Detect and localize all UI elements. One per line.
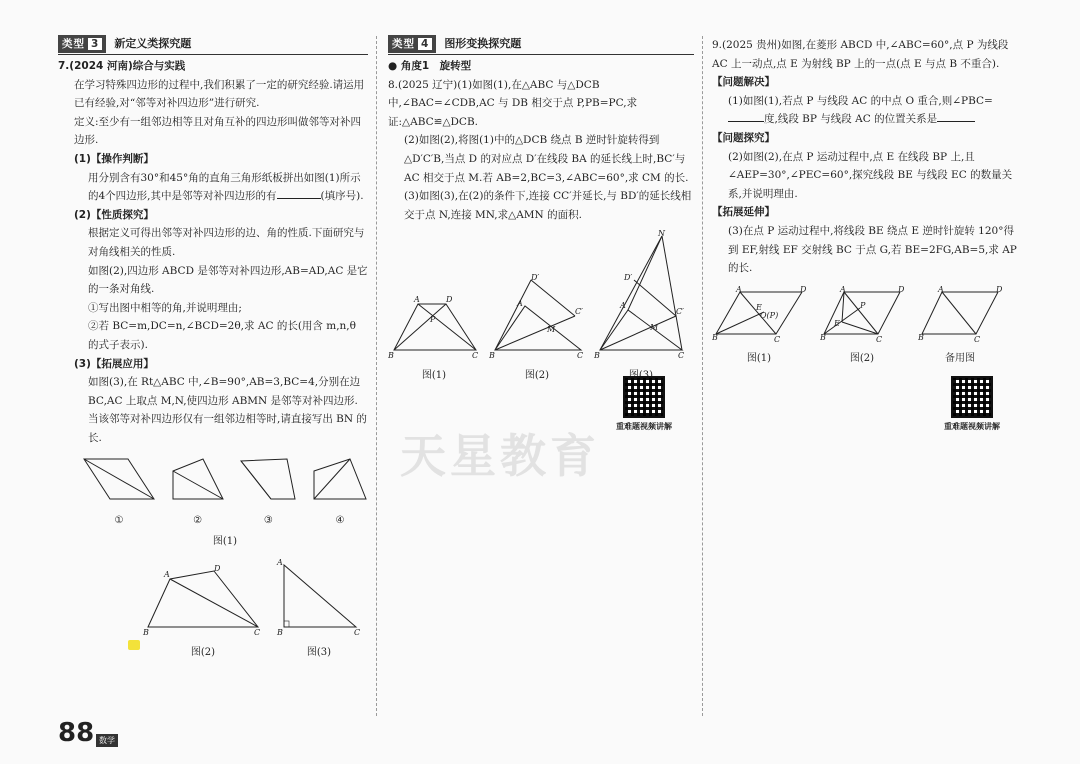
column-divider-2 [702, 36, 703, 716]
svg-text:A: A [736, 285, 742, 294]
q7-part2-head: (2)【性质探究】 [74, 208, 154, 221]
qr-block-mid [616, 376, 672, 437]
svg-text:D: D [898, 285, 904, 294]
svg-text:D: D [800, 285, 806, 294]
svg-text:A: A [277, 558, 283, 568]
fig1-shape-3 [237, 455, 299, 530]
q7-intro: 在学习特殊四边形的过程中,我们积累了一定的研究经验.请运用已有经验,对“邻等对补四边形”进行研究. [74, 78, 365, 110]
q8-figures [388, 230, 688, 385]
qr-caption: 重难题视频讲解 [616, 422, 672, 431]
q9-fig3-svg [918, 286, 1002, 342]
q8-fig2 [489, 272, 585, 385]
fig1-shape-2-svg [169, 455, 227, 503]
q7-part2-ii: ②若 BC=m,DC=n,∠BCD=2θ,求 AC 的长(用含 m,n,θ 的式子表示). [88, 320, 356, 351]
q9-fig2 [820, 286, 904, 369]
svg-text:B: B [277, 628, 283, 636]
fig1-shape-4 [310, 455, 370, 530]
fig1-label-4: ④ [335, 515, 345, 527]
subject-badge: 数学 [96, 734, 118, 747]
svg-text:C′: C′ [575, 307, 583, 317]
answer-blank[interactable] [728, 121, 764, 122]
answer-blank[interactable] [937, 121, 975, 122]
svg-text:C: C [974, 334, 981, 342]
fig1-shape-1 [80, 455, 158, 530]
q8-fig3 [594, 230, 688, 385]
right-column [712, 36, 1022, 431]
q9-figures [712, 286, 1002, 369]
svg-text:B: B [820, 332, 826, 342]
svg-text:C: C [876, 334, 883, 342]
svg-text:C: C [774, 334, 781, 342]
svg-text:A: A [840, 285, 846, 294]
svg-text:D: D [996, 285, 1002, 294]
q8-part2: (2)如图(2),将图(1)中的△DCB 绕点 B 逆时针旋转得到△D′C′B,当点 D 的对应点 D′在线段 BA 的延长线上时,BC′与 AC 相交于点 M.若 AB=2,BC=3,∠ABC=60°,求 CM 的长. [404, 134, 689, 184]
fig3-svg [276, 557, 362, 635]
svg-text:C′: C′ [676, 307, 684, 317]
section-header-3 [58, 36, 368, 55]
q9-fig2-svg [820, 286, 904, 342]
q9-fig1-caption: 图(1) [746, 353, 772, 365]
svg-text:O(P): O(P) [760, 310, 779, 320]
q7-part3-head: (3)【拓展应用】 [74, 357, 154, 370]
q9-part2: (2)如图(2),在点 P 运动过程中,点 E 在线段 BP 上,且∠AEP=30°,∠PEC=60°,探究线段 BE 与线段 EC 的数量关系,并说明理由. [728, 150, 1013, 200]
svg-text:C: C [577, 351, 584, 359]
fig1-label-2: ② [193, 515, 203, 527]
section-header-4 [388, 36, 694, 55]
svg-text:N: N [658, 230, 665, 239]
q8-fig1 [388, 294, 480, 385]
fig2-svg [142, 565, 264, 635]
q9-fig3 [918, 286, 1002, 369]
note-icon [128, 640, 140, 650]
q9-fig1-svg [712, 286, 806, 342]
q9-part3: (3)在点 P 运动过程中,将线段 BE 绕点 E 逆时针旋转 120°得到 EF,射线 EF 交射线 BC 于点 G,若 BE=2FG,AB=5,求 AP 的长. [728, 224, 1017, 275]
section-title: 图形变换探究题 [444, 36, 522, 50]
fig1-shape-3-svg [237, 455, 299, 503]
q8-fig2-svg [489, 272, 585, 358]
fig2-caption: 图(2) [190, 646, 216, 658]
fig1-caption: 图(1) [212, 535, 238, 547]
fig1-label-1: ① [114, 515, 124, 527]
q8-part3: (3)如图(3),在(2)的条件下,连接 CC′并延长,与 BD′的延长线相交于点 N,连接 MN,求△AMN 的面积. [404, 190, 692, 221]
svg-text:C: C [254, 628, 261, 636]
question-8-head: 8.(2025 辽宁)(1)如图(1),在△ABC 与△DCB 中,∠BAC=∠CDB,AC 与 DB 相交于点 P,PB=PC,求证:△ABC≌△DCB. [388, 78, 638, 128]
q7-part1-text: 用分别含有30°和45°角的直角三角形纸板拼出如图(1)所示的4个四边形,其中是邻等对补四边形的有 (填序号). [88, 171, 364, 203]
qr-code-icon[interactable] [951, 376, 993, 418]
q9-fig2-caption: 图(2) [849, 353, 875, 365]
q9-h1: 【问题解决】 [712, 76, 775, 89]
left-column [58, 36, 368, 662]
svg-text:P: P [430, 315, 436, 325]
svg-text:C: C [354, 628, 361, 636]
q8-fig3-svg [594, 230, 688, 358]
svg-text:A: A [164, 570, 170, 580]
svg-text:D′: D′ [624, 273, 633, 283]
q8-fig1-caption: 图(1) [421, 369, 447, 381]
svg-text:A: A [938, 285, 944, 294]
question-9-head: 9.(2025 贵州)如图,在菱形 ABCD 中,∠ABC=60°,点 P 为线段 AC 上一动点,点 E 为射线 BP 上的一点(点 E 与点 B 不重合). [712, 39, 1009, 70]
q7-part1-head: (1)【操作判断】 [74, 152, 154, 165]
q8-fig2-caption: 图(2) [524, 369, 550, 381]
q7-part2-i: ①写出图中相等的角,并说明理由; [88, 301, 242, 314]
q7-definition: 定义:至少有一组邻边相等且对角互补的四边形叫做邻等对补四边形. [74, 115, 362, 147]
fig1-label-3: ③ [263, 515, 273, 527]
svg-text:B: B [388, 351, 394, 359]
svg-text:C: C [678, 351, 685, 359]
answer-blank[interactable] [277, 198, 321, 199]
svg-text:B: B [712, 332, 718, 342]
svg-text:D′: D′ [531, 273, 540, 283]
angle-head: ● 角度1 旋转型 [388, 60, 472, 72]
q9-h2: 【问题探究】 [712, 131, 775, 144]
fig1-shape-2 [169, 455, 227, 530]
fig1-shape-4-svg [310, 455, 370, 503]
qr-block-right [944, 376, 1000, 437]
svg-text:B: B [489, 351, 495, 359]
svg-text:M: M [650, 323, 659, 333]
svg-text:C: C [472, 351, 479, 359]
watermark: 天星教育 [400, 429, 600, 483]
section-tag: 类型 3 [58, 35, 106, 54]
svg-text:A: A [620, 301, 626, 311]
svg-text:D: D [214, 565, 221, 574]
q9-part1: (1)如图(1),若点 P 与线段 AC 的中点 O 重合,则∠PBC=度,线段 BP 与线段 AC 的位置关系是 [728, 94, 993, 126]
column-divider-1 [376, 36, 377, 716]
svg-text:B: B [918, 332, 924, 342]
section-title: 新定义类探究题 [114, 36, 192, 50]
page-number: 88 [58, 718, 95, 748]
q9-fig1 [712, 286, 806, 369]
svg-text:E: E [756, 302, 762, 312]
fig1-shape-1-svg [80, 455, 158, 503]
q7-part2-fig: 如图(2),四边形 ABCD 是邻等对补四边形,AB=AD,AC 是它的一条对角线. [88, 264, 368, 296]
q9-fig3-caption: 备用图 [945, 353, 975, 365]
q7-part3-text: 如图(3),在 Rt△ABC 中,∠B=90°,AB=3,BC=4,分别在边 BC,AC 上取点 M,N,使四边形 ABMN 是邻等对补四边形.当该邻等对补四边形仅有一组邻边相等时,请直接写出 BN 的长. [88, 376, 367, 444]
fig2 [142, 565, 264, 662]
location-pin-icon: ● [388, 60, 398, 72]
svg-text:B: B [143, 628, 149, 636]
svg-text:E: E [834, 318, 840, 328]
middle-column [388, 36, 694, 431]
svg-text:B: B [594, 351, 600, 359]
svg-text:A: A [414, 295, 420, 305]
q9-h3: 【拓展延伸】 [712, 206, 775, 219]
section-tag: 类型 4 [388, 35, 436, 54]
question-7-head: 7.(2024 河南)综合与实践 [58, 60, 186, 72]
figure-1-group [58, 455, 368, 551]
svg-text:D: D [446, 295, 453, 305]
svg-text:A: A [517, 299, 523, 309]
qr-code-icon[interactable] [623, 376, 665, 418]
q7-part2-text: 根据定义可得出邻等对补四边形的边、角的性质.下面研究与对角线相关的性质. [88, 227, 365, 258]
q8-fig1-svg [388, 294, 480, 358]
figures-2-3 [58, 557, 362, 662]
fig3-caption: 图(3) [306, 646, 332, 658]
qr-caption: 重难题视频讲解 [944, 422, 1000, 431]
svg-text:M: M [547, 325, 556, 335]
fig3 [276, 557, 362, 662]
svg-text:P: P [860, 300, 866, 310]
